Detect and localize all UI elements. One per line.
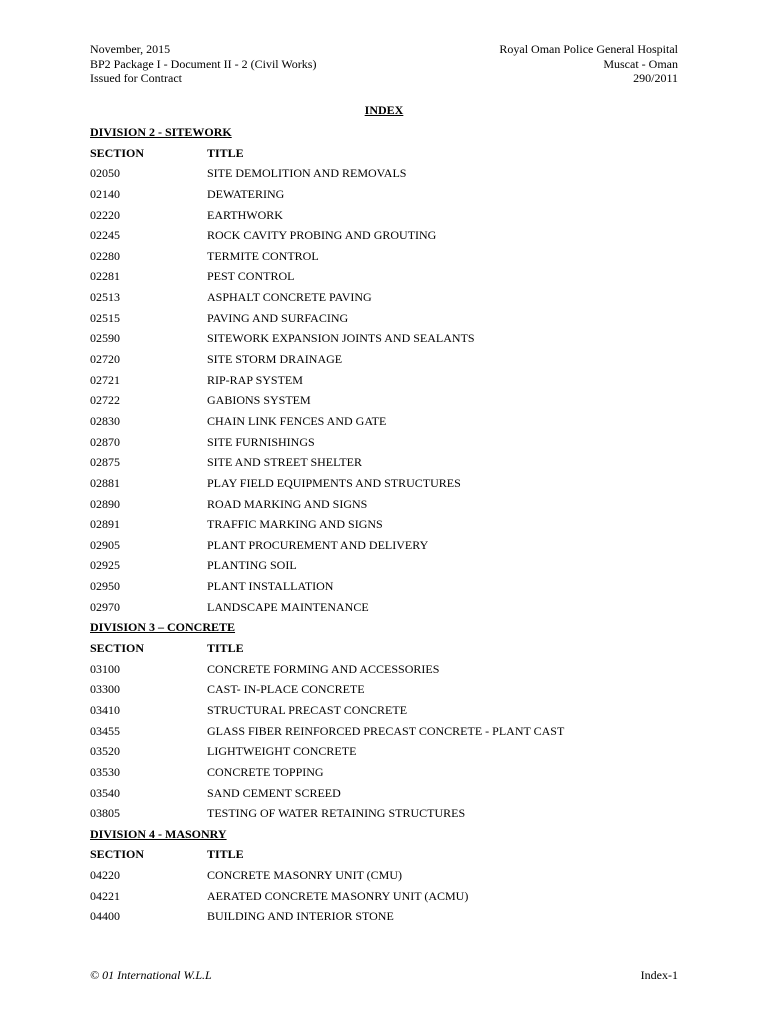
section-number: 02970 <box>90 599 120 614</box>
section-number: 04221 <box>90 888 120 903</box>
column-header-title: TITLE <box>207 847 244 862</box>
index-row <box>90 679 690 700</box>
section-number: 02890 <box>90 496 120 511</box>
section-number: 02722 <box>90 393 120 408</box>
section-title: SITE STORM DRAINAGE <box>207 352 343 367</box>
section-title: EARTHWORK <box>207 207 283 222</box>
index-list <box>90 122 690 927</box>
section-number: 02050 <box>90 166 120 181</box>
index-row <box>90 535 690 556</box>
index-row <box>90 328 690 349</box>
section-number: 02925 <box>90 558 120 573</box>
index-row <box>90 266 690 287</box>
section-title: PLANT PROCUREMENT AND DELIVERY <box>207 537 429 552</box>
division-heading: DIVISION 2 - SITEWORK <box>90 125 232 139</box>
section-number: 02140 <box>90 186 120 201</box>
section-number: 03520 <box>90 744 120 759</box>
section-title: CONCRETE FORMING AND ACCESSORIES <box>207 661 440 676</box>
section-title: SITEWORK EXPANSION JOINTS AND SEALANTS <box>207 331 475 346</box>
index-row <box>90 246 690 267</box>
index-row <box>90 597 690 618</box>
section-number: 02590 <box>90 331 120 346</box>
index-row <box>90 514 690 535</box>
section-number: 02950 <box>90 579 120 594</box>
section-number: 03300 <box>90 682 120 697</box>
index-row <box>90 762 690 783</box>
section-title: RIP-RAP SYSTEM <box>207 372 303 387</box>
section-number: 02905 <box>90 537 120 552</box>
index-row <box>90 741 690 762</box>
section-number: 03805 <box>90 806 120 821</box>
section-number: 02870 <box>90 434 120 449</box>
section-number: 03100 <box>90 661 120 676</box>
section-title: TESTING OF WATER RETAINING STRUCTURES <box>207 806 466 821</box>
index-row <box>90 432 690 453</box>
index-row <box>90 163 690 184</box>
column-header-section: SECTION <box>90 145 145 160</box>
index-row <box>90 349 690 370</box>
section-title: SITE AND STREET SHELTER <box>207 455 363 470</box>
index-row <box>90 308 690 329</box>
section-title: CONCRETE TOPPING <box>207 764 324 779</box>
column-header-section: SECTION <box>90 641 145 656</box>
column-header-section: SECTION <box>90 847 145 862</box>
section-number: 02891 <box>90 517 120 532</box>
section-number: 02830 <box>90 413 120 428</box>
page-footer <box>90 967 678 983</box>
header-package: BP2 Package I - Document II - 2 (Civil Works) <box>90 56 317 71</box>
section-title: CONCRETE MASONRY UNIT (CMU) <box>207 868 403 883</box>
index-row <box>90 886 690 907</box>
section-title: PAVING AND SURFACING <box>207 310 349 325</box>
section-title: PLANT INSTALLATION <box>207 579 334 594</box>
section-number: 02875 <box>90 455 120 470</box>
index-row <box>90 225 690 246</box>
division-heading: DIVISION 3 – CONCRETE <box>90 620 236 635</box>
index-row <box>90 287 690 308</box>
header-project-name: Royal Oman Police General Hospital <box>499 42 678 56</box>
index-row <box>90 783 690 804</box>
section-number: 02881 <box>90 475 120 490</box>
section-title: ROAD MARKING AND SIGNS <box>207 496 368 511</box>
header-contract-number: 290/2011 <box>633 71 678 85</box>
section-title: TRAFFIC MARKING AND SIGNS <box>207 517 383 532</box>
section-title: PEST CONTROL <box>207 269 295 284</box>
section-title: TERMITE CONTROL <box>207 248 319 263</box>
section-title: PLANTING SOIL <box>207 558 297 573</box>
index-row <box>90 473 690 494</box>
column-header-row <box>90 638 690 659</box>
section-number: 02281 <box>90 269 120 284</box>
section-number: 04220 <box>90 868 120 883</box>
section-number: 03410 <box>90 702 120 717</box>
header-issue-status: Issued for Contract <box>90 71 182 85</box>
index-row <box>90 205 690 226</box>
section-title: PLAY FIELD EQUIPMENTS AND STRUCTURES <box>207 475 461 490</box>
section-title: GLASS FIBER REINFORCED PRECAST CONCRETE - PLANT CAST <box>207 723 565 738</box>
index-row <box>90 721 690 742</box>
section-number: 02280 <box>90 248 120 263</box>
footer-copyright: © 01 International W.L.L <box>90 968 212 982</box>
section-title: CAST- IN-PLACE CONCRETE <box>207 682 365 697</box>
index-row <box>90 184 690 205</box>
index-row <box>90 803 690 824</box>
column-header-row <box>90 844 690 865</box>
header-right-block <box>499 42 678 86</box>
header-location: Muscat - Oman <box>603 56 678 71</box>
column-header-row <box>90 143 690 164</box>
section-title: ROCK CAVITY PROBING AND GROUTING <box>207 228 437 243</box>
section-number: 02245 <box>90 228 120 243</box>
section-number: 03540 <box>90 785 120 800</box>
section-title: ASPHALT CONCRETE PAVING <box>207 290 372 305</box>
section-number: 02515 <box>90 310 120 325</box>
section-number: 02220 <box>90 207 120 222</box>
index-row <box>90 555 690 576</box>
section-title: STRUCTURAL PRECAST CONCRETE <box>207 702 408 717</box>
index-row <box>90 370 690 391</box>
section-title: LIGHTWEIGHT CONCRETE <box>207 744 357 759</box>
section-title: BUILDING AND INTERIOR STONE <box>207 909 394 924</box>
section-title: GABIONS SYSTEM <box>207 393 311 408</box>
index-row <box>90 390 690 411</box>
section-number: 03455 <box>90 723 120 738</box>
index-row <box>90 452 690 473</box>
column-header-title: TITLE <box>207 145 244 160</box>
section-number: 02720 <box>90 352 120 367</box>
header-date: November, 2015 <box>90 42 171 56</box>
index-row <box>90 576 690 597</box>
index-row <box>90 700 690 721</box>
section-number: 04400 <box>90 909 120 924</box>
index-row <box>90 865 690 886</box>
section-title: DEWATERING <box>207 186 285 201</box>
section-title: SAND CEMENT SCREED <box>207 785 341 800</box>
index-row <box>90 494 690 515</box>
index-title: INDEX <box>364 103 404 117</box>
section-title: SITE DEMOLITION AND REMOVALS <box>207 166 407 181</box>
section-title: LANDSCAPE MAINTENANCE <box>207 599 369 614</box>
section-title: SITE FURNISHINGS <box>207 434 315 449</box>
section-title: CHAIN LINK FENCES AND GATE <box>207 413 387 428</box>
section-number: 03530 <box>90 764 120 779</box>
index-row <box>90 906 690 927</box>
footer-page-number: Index-1 <box>640 968 678 982</box>
section-number: 02513 <box>90 290 120 305</box>
index-row <box>90 411 690 432</box>
column-header-title: TITLE <box>207 641 244 656</box>
division-heading: DIVISION 4 - MASONRY <box>90 826 227 841</box>
section-number: 02721 <box>90 372 120 387</box>
section-title: AERATED CONCRETE MASONRY UNIT (ACMU) <box>207 888 469 903</box>
index-row <box>90 659 690 680</box>
header-left-block <box>90 42 316 86</box>
